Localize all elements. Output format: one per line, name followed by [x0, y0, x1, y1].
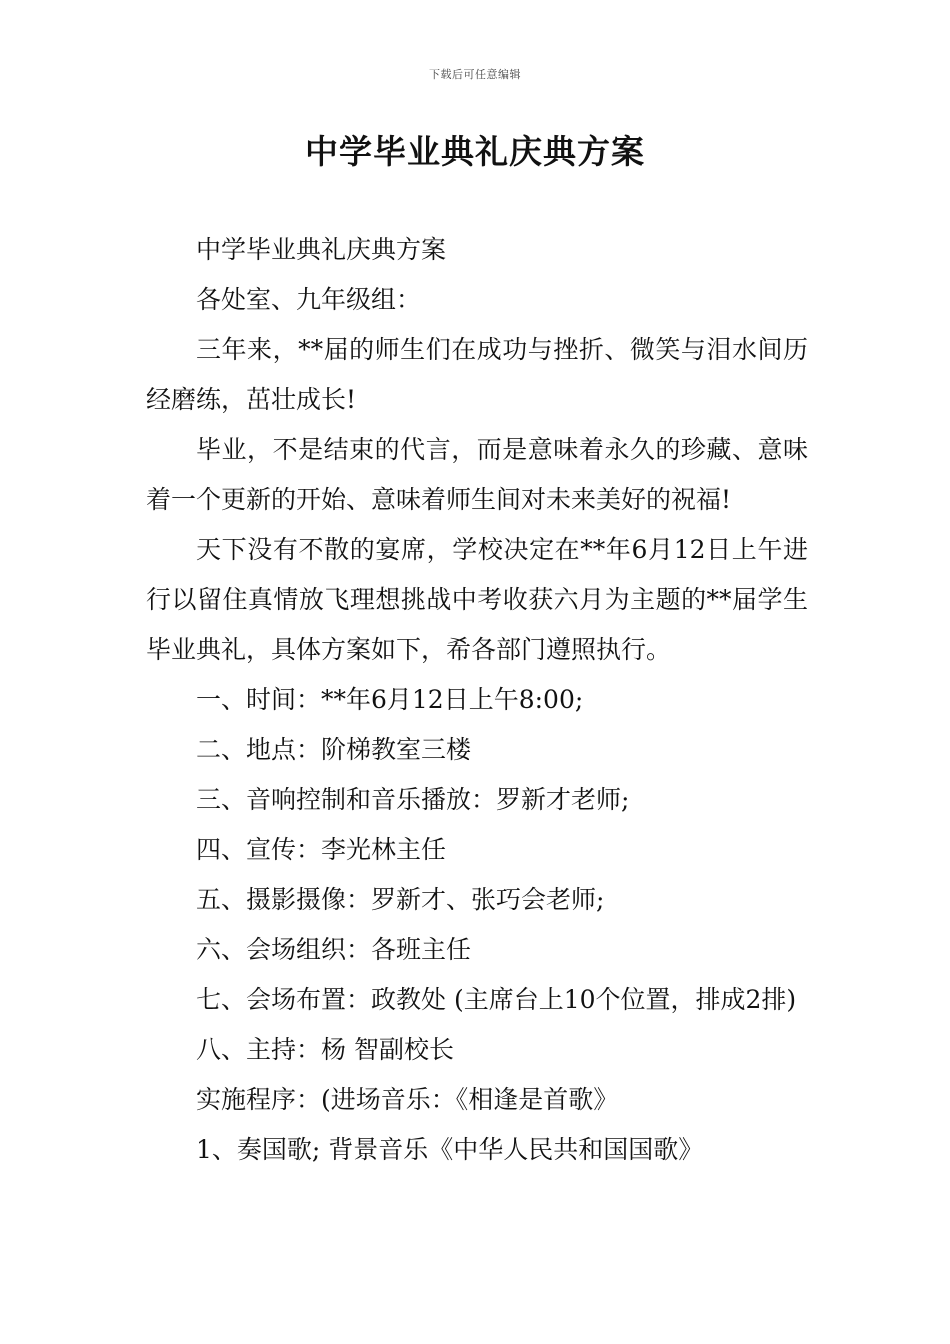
- header-note: 下载后可任意编辑: [429, 68, 521, 81]
- paragraph: 四、宣传：李光林主任: [196, 835, 447, 864]
- paragraph: 二、地点：阶梯教室三楼: [196, 735, 472, 764]
- paragraph: 天下没有不散的宴席，学校决定在**年6月12日上午进行以留住真情放飞理想挑战中考收获六月为主题的**届学生毕业典礼，具体方案如下，希各部门遵照执行。: [146, 535, 808, 664]
- document-body: [146, 225, 808, 1175]
- paragraph: 七、会场布置：政教处 (主席台上10个位置，排成2排): [196, 985, 797, 1014]
- paragraph: 各处室、九年级组：: [196, 285, 422, 314]
- paragraph: 六、会场组织：各班主任: [196, 935, 472, 964]
- document-title: 中学毕业典礼庆典方案: [305, 132, 645, 171]
- paragraph: 中学毕业典礼庆典方案: [196, 235, 447, 264]
- paragraph: 一、时间：**年6月12日上午8:00;: [196, 685, 584, 714]
- paragraph: 实施程序：(进场音乐：《相逢是首歌》: [196, 1085, 619, 1114]
- paragraph: 三、音响控制和音乐播放：罗新才老师;: [196, 785, 630, 814]
- paragraph: 八、主持：杨 智副校长: [196, 1035, 454, 1064]
- paragraph: 五、摄影摄像：罗新才、张巧会老师;: [196, 885, 605, 914]
- paragraph: 三年来，**届的师生们在成功与挫折、微笑与泪水间历经磨练，茁壮成长!: [146, 335, 808, 414]
- paragraph: 1、奏国歌; 背景音乐《中华人民共和国国歌》: [196, 1135, 704, 1164]
- paragraph: 毕业，不是结束的代言，而是意味着永久的珍藏、意味着一个更新的开始、意味着师生间对未来美好的祝福!: [146, 435, 808, 514]
